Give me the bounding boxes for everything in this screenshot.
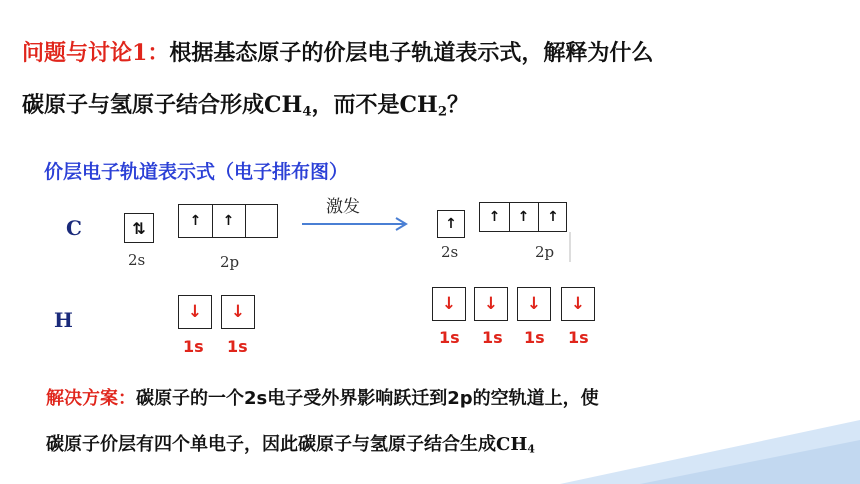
h-1s-orbital: ↓ <box>432 287 466 321</box>
excited-2p-label: 2p <box>535 243 555 261</box>
question-text-3: ，而不是 <box>311 93 400 118</box>
excited-2s-orbital <box>437 210 465 238</box>
h-1s-orbital: ↓ <box>221 295 255 329</box>
excited-2p-cell: ↑ <box>509 203 539 231</box>
hydrogen-label: H <box>54 308 73 332</box>
ground-2p-label: 2p <box>220 253 240 271</box>
formula-ch4: $CH_4$ <box>264 92 312 120</box>
h-1s-orbital: ↓ <box>474 287 508 321</box>
formula-ch4-solution: $CH_4$ <box>496 434 535 456</box>
h-1s-label: 1s <box>482 328 503 347</box>
excited-2p-orbitals <box>479 202 567 232</box>
formula-ch2: $CH_2$ <box>399 92 447 120</box>
h-1s-label: 1s <box>227 337 248 356</box>
excitation-arrow-icon <box>300 214 412 234</box>
solution-line-1 <box>46 384 599 410</box>
question-line-2 <box>22 88 469 119</box>
ground-2p-cell <box>245 205 279 237</box>
solution-line-2 <box>46 430 535 456</box>
h-1s-label: 1s <box>439 328 460 347</box>
ground-2s-label: 2s <box>128 251 146 269</box>
h-1s-label: 1s <box>524 328 545 347</box>
question-text-4: ？ <box>447 93 470 118</box>
ground-2p-orbitals <box>178 204 278 238</box>
solution-text-1: 碳原子的一个2s电子受外界影响跃迁到2p的空轨道上，使 <box>136 388 599 409</box>
solution-prefix: 解决方案： <box>46 388 136 409</box>
h-1s-orbital: ↓ <box>178 295 212 329</box>
h-1s-label: 1s <box>568 328 589 347</box>
carbon-label: C <box>66 216 82 240</box>
question-text-2: 碳原子与氢原子结合形成 <box>22 93 265 118</box>
h-1s-label: 1s <box>183 337 204 356</box>
question-number: 1： <box>132 40 170 66</box>
question-line-1 <box>22 36 653 67</box>
ground-2s-electron: ⇅ <box>132 218 146 238</box>
excited-2s-electron: ↑ <box>445 216 457 232</box>
h-1s-orbital: ↓ <box>561 287 595 321</box>
ground-2s-orbital <box>124 213 154 243</box>
solution-text-2: 碳原子价层有四个单电子，因此碳原子与氢原子结合生成 <box>46 434 496 455</box>
question-prefix: 问题与讨论 <box>22 41 133 66</box>
excited-2s-label: 2s <box>441 243 459 261</box>
excitation-label: 激发 <box>326 197 360 217</box>
excited-2p-cell: ↑ <box>480 203 510 231</box>
ground-2p-cell: ↑ <box>212 205 246 237</box>
ground-2p-cell: ↑ <box>179 205 213 237</box>
question-text-1: 根据基态原子的价层电子轨道表示式，解释为什么 <box>169 41 654 66</box>
excited-divider <box>569 232 571 262</box>
diagram-title: 价层电子轨道表示式（电子排布图） <box>44 161 349 183</box>
excited-2p-cell: ↑ <box>547 209 559 225</box>
h-1s-orbital: ↓ <box>517 287 551 321</box>
